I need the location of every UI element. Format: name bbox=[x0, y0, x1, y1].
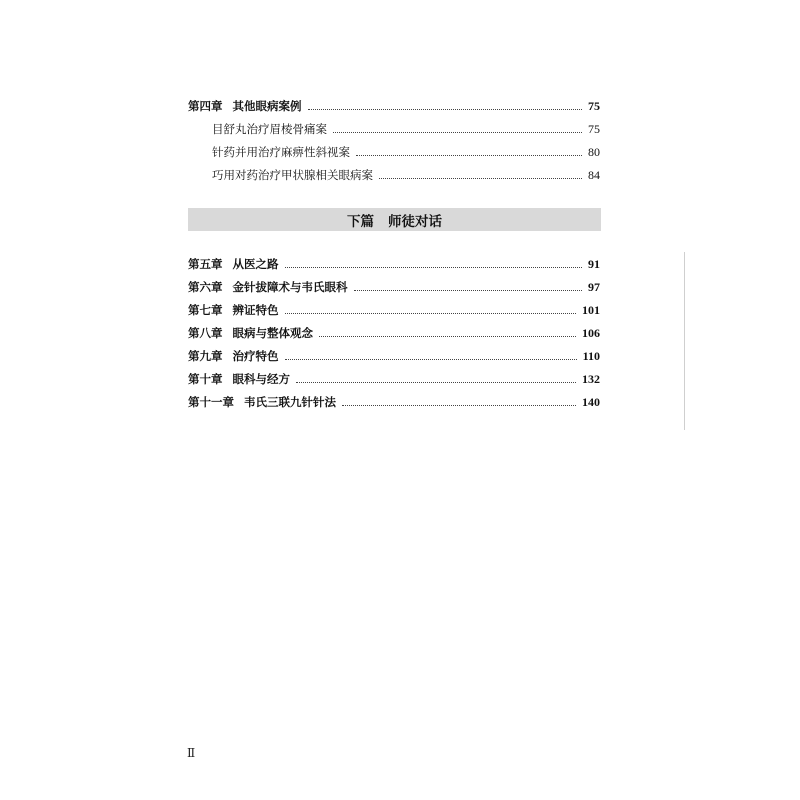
toc-chapter-11[interactable] bbox=[188, 394, 600, 410]
page-number: 84 bbox=[588, 168, 600, 182]
item-title: 目舒丸治疗眉棱骨痛案 bbox=[212, 122, 327, 136]
page-number: 140 bbox=[582, 395, 600, 409]
margin-rule bbox=[684, 252, 685, 430]
leader-dots bbox=[356, 155, 582, 156]
chapter-title: 治疗特色 bbox=[232, 349, 279, 363]
chapter-title: 从医之路 bbox=[232, 257, 279, 271]
chapter-label: 第八章 bbox=[188, 326, 223, 340]
page-number: 75 bbox=[588, 99, 600, 113]
chapter-title: 眼科与经方 bbox=[232, 372, 290, 386]
leader-dots bbox=[319, 336, 576, 337]
section-header bbox=[188, 208, 601, 231]
page-number: 101 bbox=[582, 303, 600, 317]
chapter-label: 第四章 bbox=[188, 99, 223, 113]
page-number: 75 bbox=[588, 122, 600, 136]
chapter-label: 第十章 bbox=[188, 372, 223, 386]
toc-chapter-7[interactable] bbox=[188, 302, 600, 318]
toc-chapter-9[interactable] bbox=[188, 348, 600, 364]
toc-chapter-5[interactable] bbox=[188, 256, 600, 272]
toc-chapter-6[interactable] bbox=[188, 279, 600, 295]
chapter-title: 其他眼病案例 bbox=[232, 99, 302, 113]
chapter-label: 第九章 bbox=[188, 349, 223, 363]
leader-dots bbox=[285, 313, 577, 314]
page-number: 110 bbox=[582, 349, 600, 363]
leader-dots bbox=[333, 132, 582, 133]
page-number: 80 bbox=[588, 145, 600, 159]
part-label: 下篇 bbox=[347, 213, 374, 230]
toc-chapter-4[interactable] bbox=[188, 98, 600, 114]
leader-dots bbox=[285, 267, 583, 268]
chapter-label: 第七章 bbox=[188, 303, 223, 317]
leader-dots bbox=[308, 109, 583, 110]
part-title: 师徒对话 bbox=[388, 213, 442, 230]
page-folio: Ⅱ bbox=[187, 746, 196, 760]
page-number: 106 bbox=[582, 326, 600, 340]
leader-dots bbox=[354, 290, 583, 291]
chapter-title: 眼病与整体观念 bbox=[232, 326, 313, 340]
toc-item[interactable] bbox=[212, 167, 600, 183]
item-title: 针药并用治疗麻痹性斜视案 bbox=[212, 145, 350, 159]
page-number: 97 bbox=[588, 280, 600, 294]
item-title: 巧用对药治疗甲状腺相关眼病案 bbox=[212, 168, 373, 182]
page-number: 132 bbox=[582, 372, 600, 386]
chapter-label: 第六章 bbox=[188, 280, 223, 294]
chapter-label: 第五章 bbox=[188, 257, 223, 271]
chapter-title: 韦氏三联九针针法 bbox=[244, 395, 336, 409]
toc-item[interactable] bbox=[212, 121, 600, 137]
leader-dots bbox=[379, 178, 582, 179]
leader-dots bbox=[285, 359, 577, 360]
chapter-label: 第十一章 bbox=[188, 395, 234, 409]
page-number: 91 bbox=[588, 257, 600, 271]
chapter-title: 辨证特色 bbox=[232, 303, 279, 317]
chapter-title: 金针拔障术与韦氏眼科 bbox=[232, 280, 348, 294]
toc-item[interactable] bbox=[212, 144, 600, 160]
leader-dots bbox=[296, 382, 576, 383]
leader-dots bbox=[342, 405, 576, 406]
toc-chapter-8[interactable] bbox=[188, 325, 600, 341]
toc-chapter-10[interactable] bbox=[188, 371, 600, 387]
